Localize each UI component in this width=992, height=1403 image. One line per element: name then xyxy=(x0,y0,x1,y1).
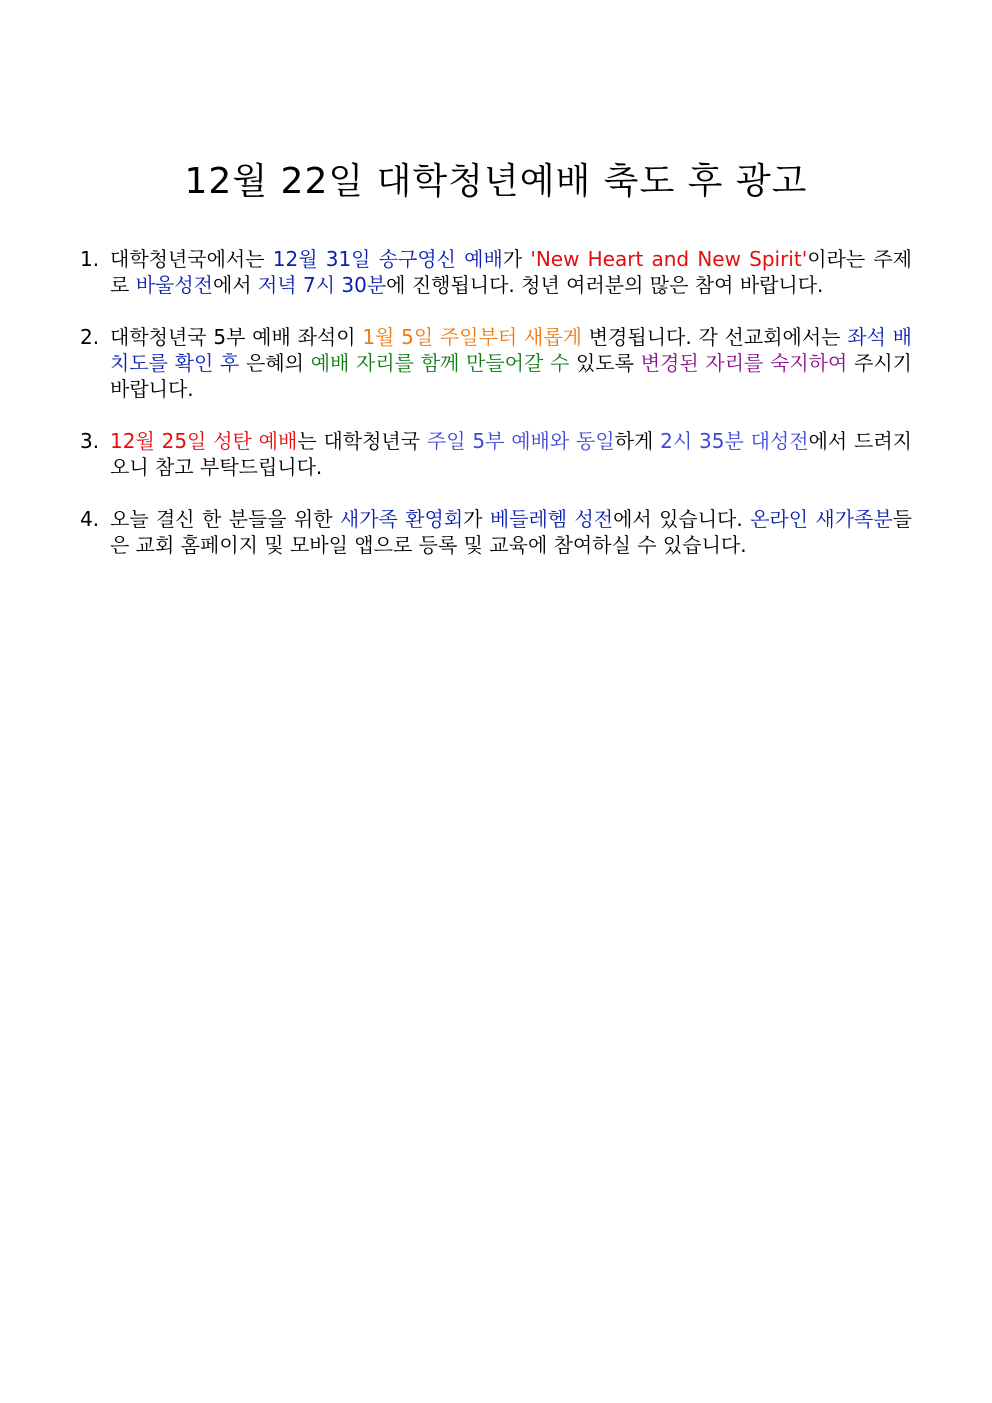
item-text xyxy=(110,507,912,557)
announcement-item xyxy=(78,506,912,558)
highlight-segment: 온라인 새가족분 xyxy=(750,507,893,531)
announcement-list xyxy=(78,246,912,584)
page-title: 12월 22일 대학청년예배 축도 후 광고 xyxy=(184,161,808,202)
highlight-segment: 12월 25일 성탄 예배 xyxy=(110,429,298,453)
highlight-segment: 'New Heart and New Spirit' xyxy=(530,247,808,271)
highlight-segment: 저녁 7시 30분 xyxy=(257,273,387,297)
highlight-segment: 베들레헴 성전 xyxy=(489,507,614,531)
announcement-item xyxy=(78,428,912,480)
text-segment: 가 xyxy=(463,507,490,531)
item-number: 3. xyxy=(80,429,100,453)
text-segment: 오늘 결신 한 분들을 위한 xyxy=(110,507,340,531)
highlight-segment: 바울성전 xyxy=(135,273,213,297)
text-segment: 에서 xyxy=(212,273,258,297)
text-segment: 하게 xyxy=(614,429,661,453)
highlight-segment: 예배 자리를 함께 만들어갈 수 xyxy=(310,351,570,375)
text-segment: 대학청년국에서는 xyxy=(110,247,273,271)
text-segment: 는 대학청년국 xyxy=(297,429,427,453)
text-segment: 있도록 xyxy=(569,351,641,375)
text-segment: 에서 있습니다. xyxy=(613,507,751,531)
text-segment: 가 xyxy=(502,247,531,271)
text-segment: 에서 드려지오니 참고 부탁드립니다. xyxy=(110,429,913,479)
item-text xyxy=(110,429,912,479)
highlight-segment: 좌석 배치도를 확인 후 xyxy=(110,325,912,375)
text-segment: 이라는 주제로 xyxy=(110,247,912,297)
text-segment: 변경됩니다. 각 선교회에서는 xyxy=(581,325,848,349)
item-number: 2. xyxy=(80,325,100,349)
item-text xyxy=(110,325,912,401)
text-segment: 주시기 바랍니다. xyxy=(110,351,912,401)
highlight-segment: 2시 35분 대성전 xyxy=(660,429,809,453)
item-number: 4. xyxy=(80,507,100,531)
announcement-item xyxy=(78,246,912,298)
text-segment: 대학청년국 5부 예배 좌석이 xyxy=(110,325,363,349)
text-segment: 들은 교회 홈페이지 및 모바일 앱으로 등록 및 교육에 참여하실 수 있습니다. xyxy=(110,507,912,557)
highlight-segment: 주일 5부 예배와 동일 xyxy=(426,429,615,453)
text-segment: 에 진행됩니다. 청년 여러분의 많은 참여 바랍니다. xyxy=(386,273,824,297)
highlight-segment: 새가족 환영회 xyxy=(339,507,464,531)
highlight-segment: 변경된 자리를 숙지하여 xyxy=(640,351,848,375)
highlight-segment: 12월 31일 송구영신 예배 xyxy=(272,247,503,271)
announcement-item xyxy=(78,324,912,402)
text-segment: 은혜의 xyxy=(239,351,311,375)
item-number: 1. xyxy=(80,247,100,271)
item-text xyxy=(110,247,912,297)
highlight-segment: 1월 5일 주일부터 새롭게 xyxy=(362,325,582,349)
